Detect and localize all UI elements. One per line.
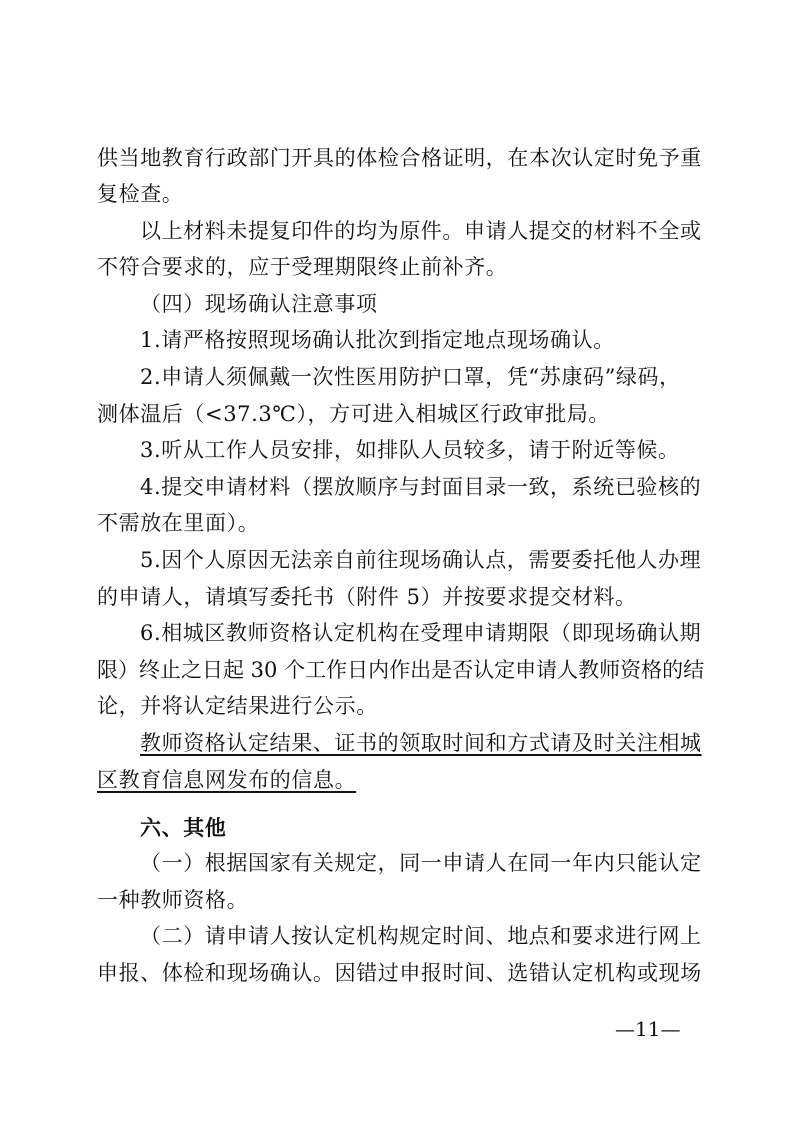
subsection-heading: （四）现场确认注意事项 [140, 292, 378, 316]
list-item-3: 3.听从工作人员安排，如排队人员较多，请于附近等候。 [140, 438, 680, 462]
list-item-1: 1.请严格按照现场确认批次到指定地点现场确认。 [140, 328, 615, 352]
section-heading: 六、其他 [140, 815, 227, 840]
text-line: 一种教师资格。 [97, 888, 249, 912]
text-line: 申报、体检和现场确认。因错过申报时间、选错认定机构或现场 [97, 961, 702, 985]
text-line: 供当地教育行政部门开具的体检合格证明，在本次认定时免予重 [97, 146, 702, 170]
text-line: 论，并将认定结果进行公示。 [97, 694, 378, 718]
text-line: 不符合要求的，应于受理期限终止前补齐。 [97, 255, 508, 279]
underlined-text: 教师资格认定结果、证书的领取时间和方式请及时关注相城 [140, 731, 702, 755]
list-item-5: 5.因个人原因无法亲自前往现场确认点，需要委托他人办理 [140, 548, 702, 572]
underlined-text: 区教育信息网发布的信息。 [97, 768, 357, 792]
underlined-notice-line [97, 762, 697, 798]
text-line: 的申请人，请填写委托书（附件 5）并按要求提交材料。 [97, 585, 637, 609]
paragraph-line: （一）根据国家有关规定，同一申请人在同一年内只能认定 [140, 851, 702, 875]
text-line: 测体温后（<37.3℃），方可进入相城区行政审批局。 [97, 402, 610, 426]
underlined-notice-line [140, 725, 702, 761]
page-number: —11— [615, 1017, 681, 1041]
paragraph-line: 以上材料未提复印件的均为原件。申请人提交的材料不全或 [140, 219, 702, 243]
text-line: 不需放在里面）。 [97, 511, 260, 535]
list-item-4: 4.提交申请材料（摆放顺序与封面目录一致，系统已验核的 [140, 475, 702, 499]
list-item-6: 6.相城区教师资格认定机构在受理申请期限（即现场确认期 [140, 621, 702, 645]
paragraph-line: （二）请申请人按认定机构规定时间、地点和要求进行网上 [140, 924, 702, 948]
list-item-2: 2.申请人须佩戴一次性医用防护口罩，凭“苏康码”绿码， [140, 365, 681, 389]
text-line: 复检查。 [97, 182, 184, 206]
text-line: 限）终止之日起 30 个工作日内作出是否认定申请人教师资格的结 [97, 658, 705, 682]
